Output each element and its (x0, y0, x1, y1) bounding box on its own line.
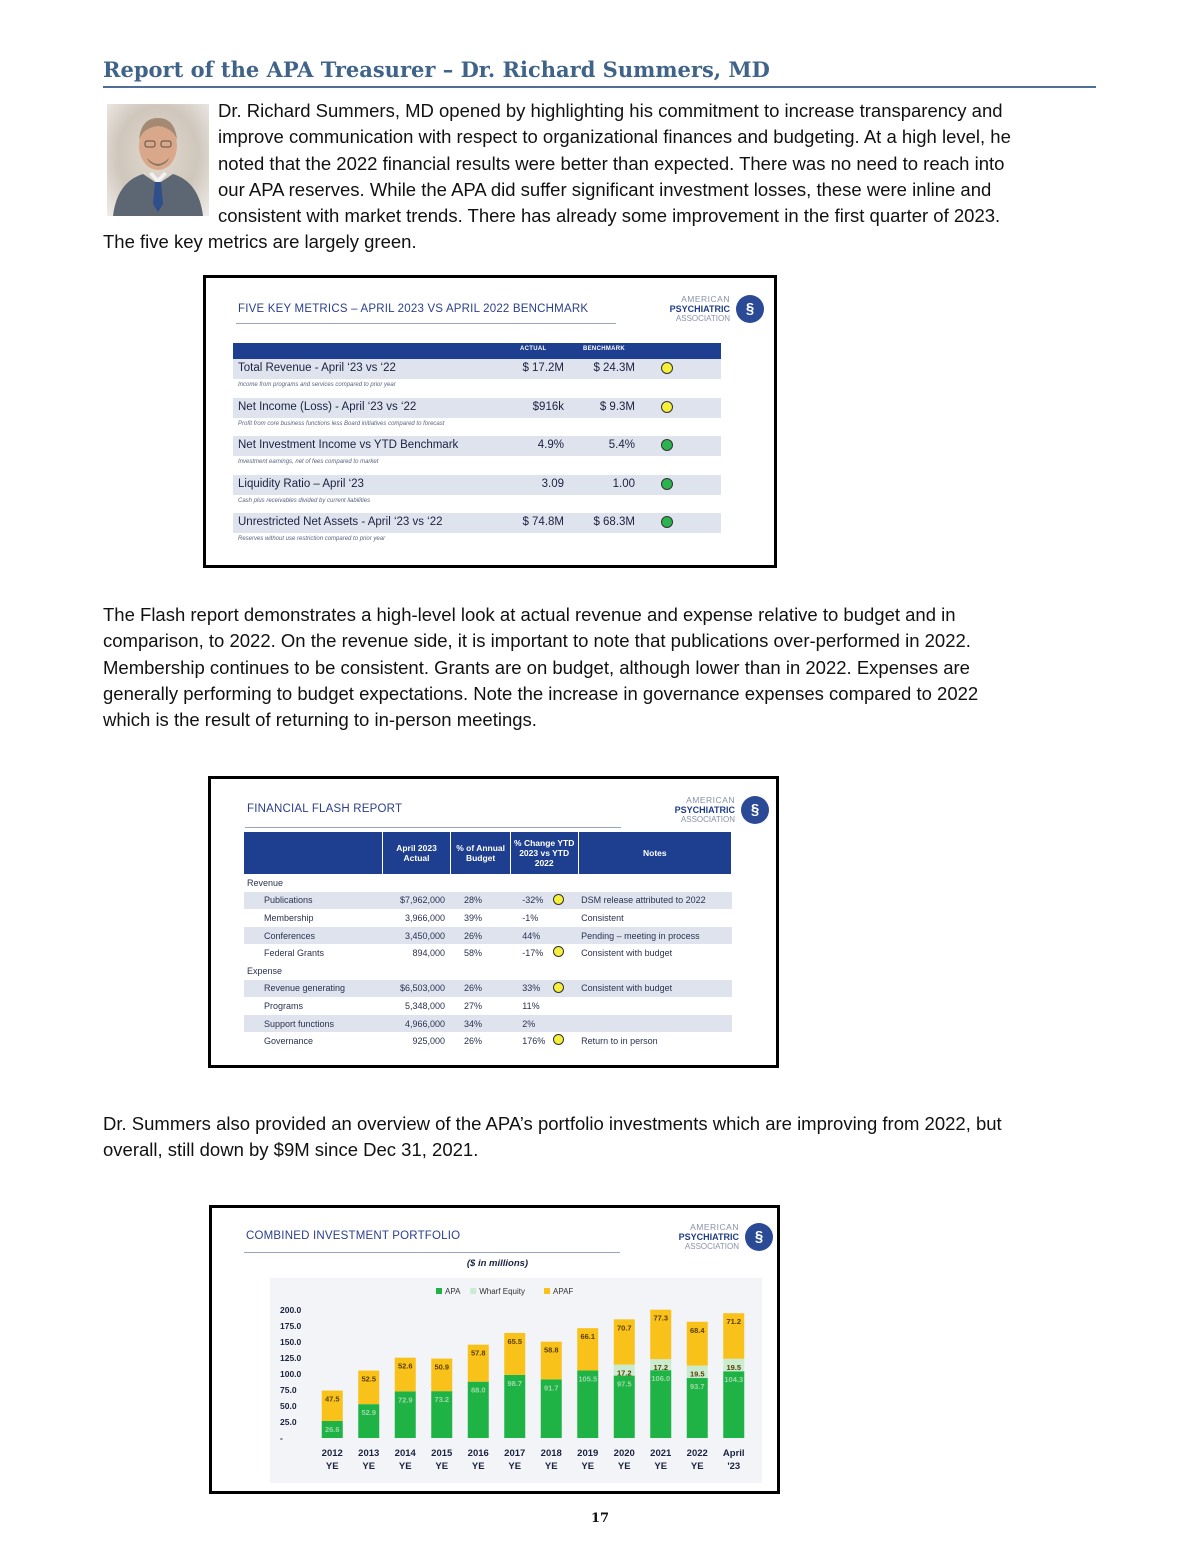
metric-row (233, 513, 721, 552)
change-cell (510, 927, 578, 945)
metric-actual: 4.9% (537, 439, 564, 452)
flash-report-table (244, 832, 732, 1050)
x-tick-label: 2021 (650, 1448, 672, 1459)
section-row (244, 962, 732, 980)
portfolio-chart (252, 1260, 762, 1485)
metric-row (233, 398, 721, 437)
y-tick-label: - (280, 1433, 283, 1443)
y-tick-label: 25.0 (280, 1417, 297, 1427)
data-label: 105.5 (578, 1374, 598, 1384)
chart-svg (252, 1260, 762, 1485)
metric-benchmark: $ 9.3M (599, 400, 635, 413)
blank-header (244, 832, 382, 874)
actual-header: ACTUAL (520, 346, 547, 352)
intro-paragraph (218, 98, 1088, 229)
change-percent: 11% (522, 1000, 540, 1011)
y-tick-label: 175.0 (280, 1321, 302, 1331)
data-label: 47.5 (324, 1394, 340, 1404)
logo-text (670, 294, 730, 324)
intro-line: Dr. Richard Summers, MD opened by highlighting his commitment to increase transparency and (218, 100, 1003, 121)
key-metrics-slide (203, 275, 777, 568)
change-percent: 44% (522, 930, 541, 941)
logo-line: AMERICAN (690, 1222, 739, 1232)
flash-line: Membership continues to be consistent. Grants are on budget, although lower than in 2022. Expenses are (103, 656, 970, 678)
budget-percent: 26% (463, 1036, 482, 1047)
change-cell (510, 980, 578, 998)
table-row (244, 944, 732, 962)
data-label: 52.6 (397, 1361, 413, 1371)
metric-row (233, 359, 721, 398)
data-label: 50.9 (434, 1362, 450, 1372)
data-label: 98.7 (507, 1378, 523, 1388)
budget-percent: 26% (451, 980, 510, 998)
y-tick-label: 75.0 (280, 1385, 297, 1395)
section-label: Revenue (247, 877, 284, 888)
x-tick-label: YE (398, 1461, 412, 1472)
status-indicator-icon (661, 478, 673, 490)
metric-description: Cash plus receivables divided by current liabilities (238, 497, 371, 504)
chart-subtitle: ($ in millions) (466, 1258, 529, 1269)
data-label: 77.3 (653, 1313, 669, 1323)
metric-label: Net Income (Loss) - April ‘23 vs ‘22 (238, 400, 417, 413)
data-label: 17.2 (616, 1368, 632, 1378)
actual-value: 4,966,000 (382, 1015, 451, 1033)
flash-line: generally performing to budget expectations. Note the increase in governance expenses compared to 2022 (103, 682, 979, 704)
data-label: 58.8 (543, 1345, 559, 1355)
metric-actual: $916k (532, 400, 564, 413)
metric-description: Income from programs and services compared to prior year (238, 382, 396, 388)
change-percent: -1% (522, 912, 539, 923)
x-tick-label: 2019 (577, 1448, 599, 1459)
line-item: Governance (264, 1036, 314, 1047)
x-tick-label: 2014 (394, 1448, 416, 1459)
x-tick-label: 2017 (504, 1448, 526, 1459)
data-label: 57.8 (470, 1348, 486, 1358)
legend-label: APAF (553, 1287, 574, 1296)
x-tick-label: 2013 (358, 1448, 380, 1459)
data-label: 70.7 (616, 1323, 632, 1333)
actual-value: 894,000 (412, 948, 445, 959)
logo-line: PSYCHIATRIC (669, 304, 730, 314)
data-label: 68.4 (689, 1325, 705, 1335)
metric-description: Profit from core business functions less Board initiatives compared to forecast (238, 420, 445, 427)
portfolio-line: Dr. Summers also provided an overview of the APA’s portfolio investments which are improving from 2022, but (103, 1113, 1002, 1134)
x-tick-label: 2012 (321, 1448, 343, 1459)
benchmark-header: BENCHMARK (583, 346, 626, 352)
heading-title: Report of the APA Treasurer – Dr. Richard Summers, MD (103, 57, 770, 82)
metric-row (233, 436, 721, 475)
budget-header: % of Annual Budget (451, 832, 510, 874)
logo-line: ASSOCIATION (680, 815, 735, 824)
metric-description: Reserves without use restriction compared to prior year (238, 536, 386, 543)
flash-report-body (244, 874, 732, 1050)
x-tick-label: 2022 (686, 1448, 708, 1459)
flash-paragraph (103, 602, 1063, 733)
x-tick-label: 2020 (613, 1448, 635, 1459)
change-cell (510, 892, 578, 910)
data-label: 65.5 (507, 1336, 523, 1346)
change-cell (510, 1015, 578, 1033)
actual-value: 3,450,000 (382, 927, 451, 945)
change-cell (510, 944, 578, 962)
caduceus-icon: § (741, 796, 769, 824)
status-indicator-icon (661, 362, 673, 374)
note: Consistent with budget (578, 980, 731, 998)
data-label: 66.1 (580, 1332, 596, 1342)
flash-line: which is the result of returning to in-person meetings. (103, 709, 537, 731)
investment-portfolio-slide (209, 1205, 780, 1494)
actual-value: 925,000 (412, 1036, 445, 1047)
data-label: 88.0 (470, 1385, 486, 1395)
data-label: 104.3 (724, 1375, 744, 1385)
table-row (244, 997, 732, 1015)
actual-value: $7,962,000 (382, 892, 451, 910)
logo-text (675, 795, 735, 825)
actual-header: April 2023 Actual (382, 832, 451, 874)
x-tick-label: YE (362, 1461, 376, 1472)
budget-percent: 34% (451, 1015, 510, 1033)
status-indicator-icon (553, 1034, 564, 1045)
section-row (244, 874, 732, 892)
page-number: 17 (590, 1511, 610, 1526)
data-label: 26.6 (324, 1424, 340, 1434)
change-cell (510, 909, 578, 927)
y-tick-label: 150.0 (280, 1337, 302, 1347)
legend-label: Wharf Equity (479, 1287, 525, 1296)
x-tick-label: YE (544, 1461, 558, 1472)
logo-line: ASSOCIATION (684, 1242, 739, 1251)
metric-benchmark: 1.00 (612, 477, 635, 490)
legend-swatch (470, 1288, 476, 1294)
metric-row (233, 475, 721, 514)
data-label: 17.2 (653, 1363, 669, 1373)
key-metrics-rows (233, 359, 721, 552)
line-item: Federal Grants (264, 948, 325, 959)
y-tick-label: 125.0 (280, 1353, 302, 1363)
budget-percent: 28% (451, 892, 510, 910)
data-label: 52.5 (361, 1374, 377, 1384)
table-header-row (244, 832, 732, 874)
line-item: Programs (264, 1000, 304, 1011)
line-item: Support functions (244, 1015, 382, 1033)
data-label: 72.9 (397, 1395, 413, 1405)
table-row (244, 892, 732, 910)
x-tick-label: YE (581, 1461, 595, 1472)
status-indicator-icon (661, 401, 673, 413)
note: Consistent (581, 912, 624, 923)
data-label: 91.7 (543, 1383, 559, 1393)
note: Return to in person (581, 1036, 658, 1047)
budget-percent: 58% (463, 948, 482, 959)
metric-actual: 3.09 (541, 477, 564, 490)
note: DSM release attributed to 2022 (578, 892, 731, 910)
notes-header: Notes (578, 832, 731, 874)
change-percent: 2% (522, 1018, 536, 1029)
budget-percent: 27% (463, 1000, 482, 1011)
flash-report-title: FINANCIAL FLASH REPORT (247, 803, 403, 815)
x-tick-label: YE (325, 1461, 339, 1472)
portfolio-paragraph (103, 1111, 1093, 1164)
metric-label: Liquidity Ratio – April ‘23 (238, 477, 364, 490)
status-indicator-icon (553, 982, 564, 993)
intro-line: consistent with market trends. There has already some improvement in the first quarter of 2023. (218, 205, 1001, 227)
intro-line: noted that the 2022 financial results were better than expected. There was no need to reach into (218, 152, 1005, 174)
status-indicator-icon (553, 946, 564, 957)
data-label: 19.5 (689, 1369, 705, 1379)
key-metrics-title: FIVE KEY METRICS – APRIL 2023 VS APRIL 2022 BENCHMARK (238, 303, 589, 315)
x-tick-label: April (722, 1448, 745, 1459)
data-label: 97.5 (616, 1379, 632, 1389)
note: Pending – meeting in process (578, 927, 731, 945)
x-tick-label: 2016 (467, 1448, 489, 1459)
line-item: Conferences (244, 927, 382, 945)
change-percent: 33% (522, 983, 541, 994)
chart-title: COMBINED INVESTMENT PORTFOLIO (246, 1230, 461, 1242)
apa-logo (655, 1222, 773, 1258)
budget-percent: 39% (463, 912, 482, 923)
table-row (244, 1015, 732, 1033)
legend-label: APA (445, 1287, 461, 1296)
actual-value: $6,503,000 (382, 980, 451, 998)
data-label: 52.9 (361, 1408, 377, 1418)
title-rule (245, 827, 621, 828)
logo-text (679, 1222, 739, 1252)
change-percent: 176% (522, 1036, 546, 1047)
portrait-image (107, 104, 209, 216)
data-label: 73.2 (434, 1395, 450, 1405)
legend-swatch (544, 1288, 550, 1294)
flash-line: comparison, to 2022. On the revenue side, it is important to note that publications over-performed in 2022. (103, 630, 971, 652)
section-heading (103, 56, 1096, 88)
metric-actual: $ 17.2M (522, 362, 564, 374)
change-header: % Change YTD 2023 vs YTD 2022 (510, 832, 578, 874)
intro-tail (103, 229, 1003, 255)
y-tick-label: 200.0 (280, 1305, 302, 1315)
title-rule (236, 323, 616, 324)
line-item: Revenue generating (244, 980, 382, 998)
table-header (233, 343, 721, 359)
table-row (244, 909, 732, 927)
metric-label: Net Investment Income vs YTD Benchmark (238, 439, 459, 452)
logo-line: ASSOCIATION (675, 314, 730, 323)
intro-line: improve communication with respect to organizational finances and budgeting. At a high level, he (218, 126, 1011, 148)
metric-label: Total Revenue - April ‘23 vs ‘22 (238, 362, 396, 374)
metric-benchmark: 5.4% (608, 439, 635, 452)
section-label: Expense (247, 965, 283, 976)
x-tick-label: YE (508, 1461, 522, 1472)
data-label: 106.0 (651, 1374, 671, 1384)
status-indicator-icon (553, 894, 564, 905)
x-tick-label: 2018 (540, 1448, 562, 1459)
title-rule (244, 1252, 620, 1253)
flash-line: The Flash report demonstrates a high-level look at actual revenue and expense relative to budget and in (103, 604, 956, 625)
logo-line: PSYCHIATRIC (674, 805, 735, 815)
logo-line: PSYCHIATRIC (678, 1232, 739, 1242)
intro-line: our APA reserves. While the APA did suffer significant investment losses, these were inline and (218, 178, 992, 200)
metric-benchmark: $ 68.3M (593, 516, 635, 529)
table-row (244, 927, 732, 945)
caduceus-icon: § (736, 295, 764, 323)
line-item: Publications (244, 892, 382, 910)
portfolio-line: overall, still down by $9M since Dec 31, 2021. (103, 1139, 479, 1161)
metric-actual: $ 74.8M (522, 516, 564, 529)
budget-percent: 26% (451, 927, 510, 945)
note: Consistent with budget (581, 948, 673, 959)
note (578, 997, 731, 1015)
data-label: 71.2 (726, 1317, 742, 1327)
x-tick-label: YE (690, 1461, 704, 1472)
note (578, 1015, 731, 1033)
key-metrics-table (233, 343, 721, 552)
data-label: 19.5 (726, 1362, 742, 1372)
change-cell (510, 997, 578, 1015)
legend-swatch (436, 1288, 442, 1294)
change-percent: -32% (522, 895, 544, 906)
table-row (244, 1032, 732, 1050)
x-tick-label: YE (617, 1461, 631, 1472)
logo-line: AMERICAN (681, 294, 730, 304)
x-tick-label: '23 (727, 1461, 741, 1472)
intro-line: The five key metrics are largely green. (103, 231, 417, 252)
actual-value: 5,348,000 (404, 1000, 445, 1011)
metric-description: Investment earnings, net of fees compared to market (238, 459, 379, 466)
actual-value: 3,966,000 (404, 912, 445, 923)
apa-logo (651, 795, 769, 831)
x-tick-label: YE (471, 1461, 485, 1472)
x-tick-label: YE (435, 1461, 449, 1472)
logo-line: AMERICAN (686, 795, 735, 805)
flash-report-slide (208, 776, 779, 1068)
change-cell (510, 1032, 578, 1050)
y-tick-label: 50.0 (280, 1401, 297, 1411)
table-row (244, 980, 732, 998)
metric-label: Unrestricted Net Assets - April ‘23 vs ‘22 (238, 516, 443, 529)
treasurer-photo (107, 104, 209, 216)
x-tick-label: 2015 (431, 1448, 453, 1459)
y-tick-label: 100.0 (280, 1369, 302, 1379)
x-tick-label: YE (654, 1461, 668, 1472)
data-label: 93.7 (689, 1382, 705, 1392)
caduceus-icon: § (745, 1223, 773, 1251)
apa-logo (646, 294, 764, 330)
line-item: Membership (264, 912, 314, 923)
metric-benchmark: $ 24.3M (593, 362, 635, 374)
change-percent: -17% (522, 948, 544, 959)
